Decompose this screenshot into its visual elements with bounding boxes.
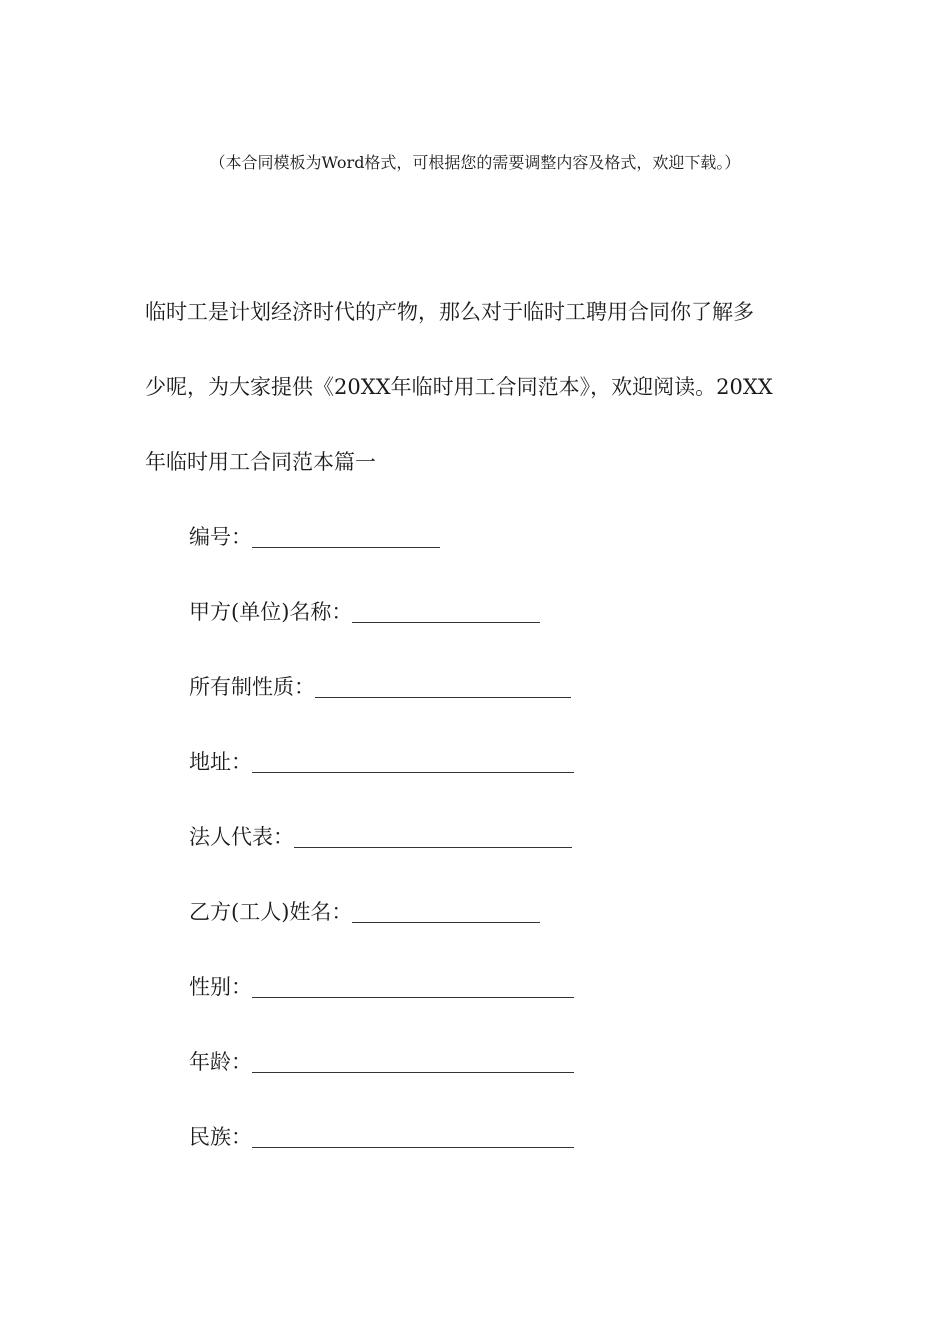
intro-line: 少呢，为大家提供《20XX年临时用工合同范本》，欢迎阅读。20XX — [145, 375, 773, 399]
intro-line: 年临时用工合同范本篇一 — [145, 450, 376, 474]
field-blank-line — [252, 772, 574, 773]
field-number — [189, 518, 574, 556]
field-label: 乙方(工人)姓名： — [189, 900, 353, 924]
field-blank-line — [352, 922, 540, 923]
field-party-b-name — [189, 893, 574, 931]
field-label: 民族： — [189, 1125, 252, 1149]
field-party-a-name — [189, 593, 574, 631]
field-blank-line — [252, 997, 574, 998]
field-address — [189, 743, 574, 781]
field-label: 年龄： — [189, 1050, 252, 1074]
field-ethnicity — [189, 1118, 574, 1156]
field-label: 甲方(单位)名称： — [189, 600, 353, 624]
field-label: 编号： — [189, 525, 252, 549]
field-gender — [189, 968, 574, 1006]
field-blank-line — [352, 622, 540, 623]
field-blank-line — [252, 1072, 574, 1073]
field-blank-line — [315, 697, 571, 698]
field-legal-representative — [189, 818, 574, 856]
template-note: （本合同模板为Word格式，可根据您的需要调整内容及格式，欢迎下载。） — [209, 153, 741, 172]
field-label: 性别： — [189, 975, 252, 999]
contract-fields — [189, 518, 574, 1193]
field-age — [189, 1043, 574, 1081]
field-blank-line — [252, 1147, 574, 1148]
intro-paragraph — [145, 293, 805, 481]
field-label: 法人代表： — [189, 825, 294, 849]
field-ownership-type — [189, 668, 574, 706]
field-label: 所有制性质： — [189, 675, 315, 699]
field-label: 地址： — [189, 750, 252, 774]
field-blank-line — [294, 847, 572, 848]
field-blank-line — [252, 547, 440, 548]
intro-line: 临时工是计划经济时代的产物，那么对于临时工聘用合同你了解多 — [145, 300, 754, 324]
